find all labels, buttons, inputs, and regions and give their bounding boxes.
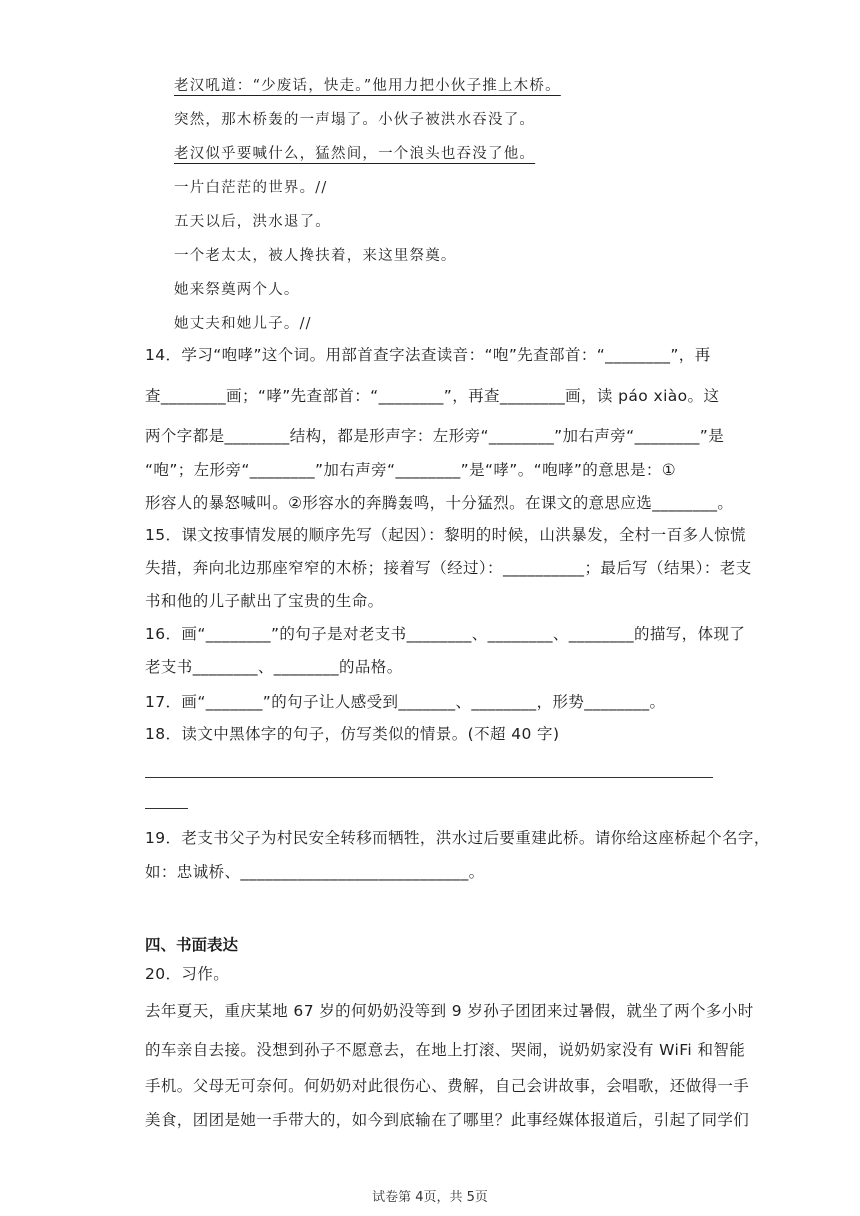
poem-line: 她来祭奠两个人。 xyxy=(174,282,300,298)
question-15-line-3: 书和他的儿子献出了宝贵的生命。 xyxy=(145,592,384,610)
question-20-title: 20．习作。 xyxy=(145,965,230,983)
poem-line: 突然，那木桥轰的一声塌了。小伙子被洪水吞没了。 xyxy=(174,112,536,128)
question-14-line-1: 14．学习“咆哮”这个词。用部首查字法查读音：“咆”先查部首：“________”，再 xyxy=(145,346,711,364)
question-16-line-2: 老支书________、________的品格。 xyxy=(145,658,403,676)
poem-line-underlined: 老汉似乎要喊什么，猛然间，一个浪头也吞没了他。 xyxy=(174,146,536,162)
question-14-line-3: 两个字都是________结构，都是形声字：左形旁“________”加右声旁“________”是 xyxy=(145,427,725,445)
poem-line: 她丈夫和她儿子。// xyxy=(174,316,312,332)
question-18: 18．读文中黑体字的句子，仿写类似的情景。(不超 40 字) xyxy=(145,725,560,743)
answer-line[interactable] xyxy=(145,777,713,778)
poem-line: 五天以后，洪水退了。 xyxy=(174,214,331,230)
question-17: 17．画“_______”的句子让人感受到_______、________，形势________。 xyxy=(145,693,666,711)
question-14-line-2: 查________画；“哮”先查部首：“________”，再查________画，读 páo xiào。这 xyxy=(145,387,720,405)
essay-prompt-line: 的车亲自去接。没想到孙子不愿意去，在地上打滚、哭闹，说奶奶家没有 WiFi 和智能 xyxy=(145,1041,746,1059)
essay-prompt-line: 美食，团团是她一手带大的，如今到底输在了哪里？此事经媒体报道后，引起了同学们 xyxy=(145,1111,750,1129)
question-14-line-4: “咆”；左形旁“________”加右声旁“________”是“哮”。“咆哮”的意思是：① xyxy=(145,461,677,479)
question-19-line-2: 如：忠诚桥、____________________________。 xyxy=(145,863,485,881)
answer-line-short[interactable] xyxy=(145,808,188,809)
poem-line: 一片白茫茫的世界。// xyxy=(174,180,328,196)
page-footer: 试卷第 4页，共 5页 xyxy=(372,1190,488,1205)
question-14-line-5: 形容人的暴怒喊叫。②形容水的奔腾轰鸣，十分猛烈。在课文的意思应选________。 xyxy=(145,494,734,512)
question-16-line-1: 16．画“________”的句子是对老支书________、________、________的描写，体现了 xyxy=(145,625,746,643)
essay-prompt-line: 手机。父母无可奈何。何奶奶对此很伤心、费解，自己会讲故事，会唱歌，还做得一手 xyxy=(145,1077,750,1095)
poem-line: 一个老太太，被人搀扶着，来这里祭奠。 xyxy=(174,248,457,264)
poem-line-underlined: 老汉吼道：“少废话，快走。”他用力把小伙子推上木桥。 xyxy=(174,78,561,94)
section-title: 四、书面表达 xyxy=(145,936,239,954)
essay-prompt-line: 去年夏天，重庆某地 67 岁的何奶奶没等到 9 岁孙子团团来过暑假，就坐了两个多小时 xyxy=(145,1002,754,1020)
question-15-line-2: 失措，奔向北边那座窄窄的木桥；接着写（经过）：__________；最后写（结果）：老支 xyxy=(145,559,752,577)
question-19-line-1: 19．老支书父子为村民安全转移而牺牲，洪水过后要重建此桥。请你给这座桥起个名字， xyxy=(145,829,770,847)
question-15-line-1: 15．课文按事情发展的顺序先写（起因）：黎明的时候，山洪暴发，全村一百多人惊慌 xyxy=(145,526,747,544)
